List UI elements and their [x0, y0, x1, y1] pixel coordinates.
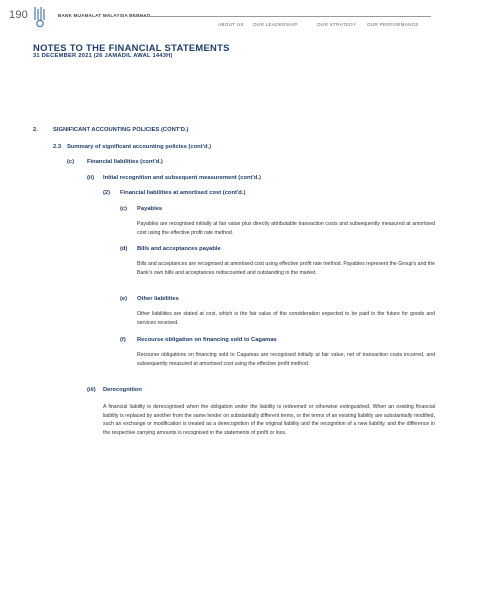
payables-text: Payables are recognised initially at fair value plus directly attributable transaction costs and subsequently measured at amortised cost using the effective profit rate method.: [137, 221, 435, 236]
nav-our-performance[interactable]: OUR PERFORMANCE: [367, 22, 419, 27]
bills-text: Bills and acceptances are recognised at amortised cost using effective profit rate method. Payables represent the Group's and the Bank's own bills and acceptances rediscounted and outstanding in the market.: [137, 261, 435, 276]
item-ii-title: Initial recognition and subsequent measurement (cont'd.): [103, 175, 261, 181]
subsection-number: 2.3: [53, 144, 62, 150]
item-2-title: Financial liabilities at amortised cost (cont'd.): [120, 190, 246, 196]
derecognition-number: (iii): [87, 387, 96, 393]
header-rule: [133, 16, 431, 17]
nav-our-strategy[interactable]: OUR STRATEGY: [317, 22, 357, 27]
item-ii-number: (ii): [87, 175, 95, 181]
payables-number: (c): [120, 206, 128, 212]
bills-title: Bills and acceptances payable: [137, 246, 221, 252]
recourse-title: Recourse obligation on financing sold to Cagamas: [137, 337, 277, 343]
derecognition-title: Derecognition: [103, 387, 142, 393]
item-2-number: (2): [103, 190, 111, 196]
derecognition-text: A financial liability is derecognised when the obligation under the liability is redeemed or otherwise extinguished. When an existing financial liability is replaced by another from the same lender on substantially different terms, or the terms of an existing liability are substantially modified, such an exchange or modification is treated as a derecognition of the original liability and the recognition of a new liability, and the difference in the respective carrying amounts is recognised in the statements of profit or loss.: [103, 404, 435, 436]
item-c-title: Financial liabilities (cont'd.): [87, 159, 163, 165]
item-c-number: (c): [67, 159, 75, 165]
bank-logo-icon: [31, 6, 49, 28]
bills-number: (d): [120, 246, 128, 252]
page-number: 190: [9, 9, 28, 21]
page-title: NOTES TO THE FINANCIAL STATEMENTS: [33, 42, 230, 53]
nav-about-us[interactable]: ABOUT US: [218, 22, 244, 27]
section-number: 2.: [33, 127, 38, 133]
other-liabilities-number: (e): [120, 296, 128, 302]
other-liabilities-text: Other liabilities are stated at cost, which is the fair value of the consideration expected to be paid in the future for goods and services received.: [137, 311, 435, 326]
nav-our-leadership[interactable]: OUR LEADERSHIP: [253, 22, 298, 27]
recourse-number: (f): [120, 337, 126, 343]
page-subtitle: 31 DECEMBER 2021 (26 JAMADIL AWAL 1443H): [33, 53, 173, 59]
subsection-title: Summary of significant accounting policies (cont'd.): [67, 144, 212, 150]
recourse-text: Recourse obligations on financing sold to Cagamas are recognised initially at fair value, net of transaction costs incurred, and subsequently measured at amortised cost using the effective profit method.: [137, 352, 435, 367]
payables-title: Payables: [137, 206, 163, 212]
section-title: SIGNIFICANT ACCOUNTING POLICIES (CONT'D.): [53, 127, 189, 133]
other-liabilities-title: Other liabilities: [137, 296, 179, 302]
company-name: BANK MUAMALAT MALAYSIA BERHAD: [58, 13, 151, 18]
